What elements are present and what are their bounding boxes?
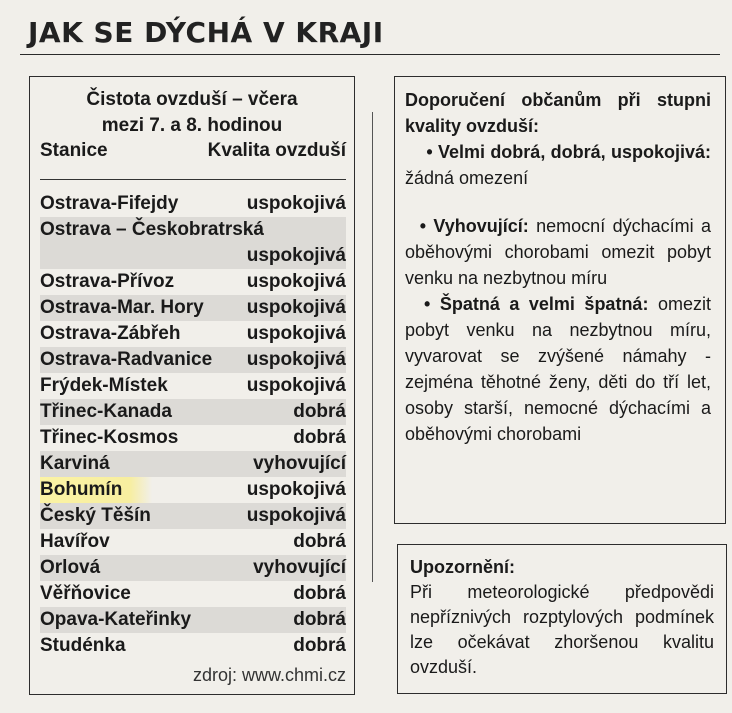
- table-row: [40, 451, 346, 477]
- station-name: Frýdek-Místek: [40, 375, 168, 396]
- quality-value: dobrá: [293, 401, 346, 422]
- table-column-headers: [40, 140, 346, 162]
- station-name: Ostrava-Radvanice: [40, 349, 213, 370]
- quality-value: dobrá: [293, 427, 346, 448]
- notice-title: Upozornění:: [410, 557, 515, 577]
- column-header-station: Stanice: [40, 140, 108, 161]
- recommendation-item: [405, 213, 711, 291]
- recommendations-title: Doporučení občanům při stupni kvality ovzduší:: [405, 90, 711, 136]
- station-name: Věřňovice: [40, 583, 131, 604]
- recommendation-item: [405, 139, 711, 191]
- quality-value: uspokojivá: [246, 297, 346, 318]
- quality-value: dobrá: [293, 531, 346, 552]
- table-row: [40, 373, 346, 399]
- table-row-continuation: [40, 243, 346, 269]
- quality-value: uspokojivá: [246, 505, 346, 526]
- station-name: Třinec-Kanada: [40, 401, 172, 422]
- table-row: [40, 321, 346, 347]
- recommendation-item: [405, 291, 711, 447]
- table-row: [40, 477, 346, 503]
- station-name: Ostrava – Českobratrská: [40, 219, 264, 240]
- table-row: [40, 269, 346, 295]
- recommendation-label: Vyhovující:: [433, 216, 529, 236]
- table-row: [40, 191, 346, 217]
- notice-text: Při meteorologické předpovědi nepříznivých rozptylových podmínek lze očekávat zhoršenou kvalitu ovzduší.: [410, 582, 714, 677]
- recommendation-label: Velmi dobrá, dobrá, uspokojivá:: [437, 142, 711, 162]
- table-title: [30, 77, 354, 139]
- quality-value: uspokojivá: [246, 323, 346, 344]
- table-row: [40, 295, 346, 321]
- station-name: Ostrava-Zábřeh: [40, 323, 181, 344]
- station-name-highlighted: Bohumín: [40, 477, 152, 503]
- recommendation-text: žádná omezení: [405, 168, 529, 188]
- quality-value: uspokojivá: [246, 193, 346, 214]
- table-title-line2: mezi 7. a 8. hodinou: [101, 115, 283, 136]
- quality-value: dobrá: [293, 635, 346, 656]
- quality-value: uspokojivá: [246, 271, 346, 292]
- quality-value: vyhovující: [253, 453, 346, 474]
- recommendation-text: nemocní dýchacími a oběhovými chorobami omezit pobyt venku na nezbytnou míru: [405, 216, 711, 288]
- quality-value: uspokojivá: [246, 375, 346, 396]
- air-quality-table-box: [29, 76, 355, 695]
- recommendations-box: [394, 76, 726, 524]
- headline: JAK SE DÝCHÁ V KRAJI: [28, 16, 384, 49]
- station-name: Orlová: [40, 557, 101, 578]
- table-row: [40, 503, 346, 529]
- quality-value: vyhovující: [253, 557, 346, 578]
- table-row: [40, 529, 346, 555]
- station-name: Havířov: [40, 531, 110, 552]
- quality-value: dobrá: [293, 609, 346, 630]
- table-header-divider: [40, 179, 346, 180]
- table-rows: [40, 191, 346, 659]
- recommendation-label: Špatná a velmi špatná:: [439, 294, 649, 314]
- station-name: Karviná: [40, 453, 110, 474]
- station-name: Ostrava-Mar. Hory: [40, 297, 204, 318]
- quality-value: uspokojivá: [246, 349, 346, 370]
- notice-box: [397, 544, 727, 694]
- quality-value: uspokojivá: [246, 245, 346, 266]
- bullet-icon: •: [405, 294, 440, 314]
- station-name: Ostrava-Přívoz: [40, 271, 175, 292]
- bullet-icon: •: [405, 142, 438, 162]
- source-credit: zdroj: www.chmi.cz: [192, 665, 346, 685]
- table-row: [40, 425, 346, 451]
- bullet-icon: •: [405, 216, 434, 236]
- table-title-line1: Čistota ovzduší – včera: [86, 89, 298, 110]
- station-name: Studénka: [40, 635, 126, 656]
- column-header-quality: Kvalita ovzduší: [207, 140, 346, 161]
- quality-value: uspokojivá: [246, 479, 346, 500]
- table-row: [40, 217, 346, 243]
- station-name: Český Těšín: [40, 505, 151, 526]
- station-name: Ostrava-Fifejdy: [40, 193, 179, 214]
- quality-value: dobrá: [293, 583, 346, 604]
- table-row: [40, 555, 346, 581]
- recommendation-text: omezit pobyt venku na nezbytnou míru, vyvarovat se zvýšené námahy - zejména těhotné ženy, děti do tří let, osoby starší, nemocné dýchacími a oběhovými chorobami: [405, 294, 711, 444]
- table-row: [40, 581, 346, 607]
- table-row: [40, 633, 346, 659]
- table-row: [40, 399, 346, 425]
- headline-divider: [20, 54, 720, 55]
- station-name: Třinec-Kosmos: [40, 427, 179, 448]
- table-row: [40, 347, 346, 373]
- table-row: [40, 607, 346, 633]
- station-name: Opava-Kateřinky: [40, 609, 192, 630]
- column-divider: [372, 112, 373, 582]
